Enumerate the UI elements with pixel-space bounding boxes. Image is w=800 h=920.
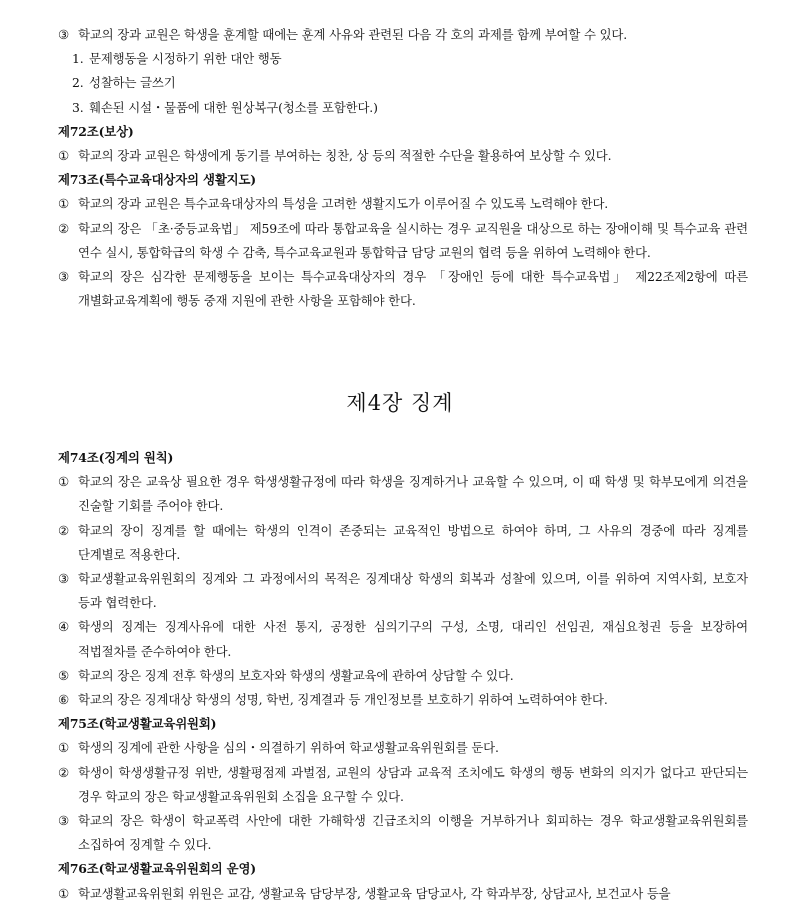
article-73-title: 제73조(특수교육대상자의 생활지도)	[58, 172, 257, 188]
article-76-title: 제76조(학교생활교육위원회의 운영)	[58, 861, 257, 877]
article-75-title: 제75조(학교생활교육위원회)	[58, 716, 217, 732]
section-chapter3-tail	[58, 23, 748, 313]
paragraph-6: ⑥ 학교의 장은 징계대상 학생의 성명, 학번, 징계결과 등 개인정보를 보호하기 위하여 노력하여야 한다.	[58, 692, 608, 708]
paragraph-2: ② 학교의 장은 「초·중등교육법」 제59조에 따라 통합교육을 실시하는 경우 교직원을 대상으로 하는 장애이해 및 특수교육 관련 연수 실시, 통합학급의 학생 수 감축, 특수교육교원과 통합학급 담당 교원의 협력 등을 위하여 노력해야 한다.	[58, 220, 748, 260]
section-chapter4	[58, 446, 748, 906]
paragraph-2: ② 학생이 학생생활규정 위반, 생활평점제 과벌점, 교원의 상담과 교육적 조치에도 학생의 행동 변화의 의지가 없다고 판단되는 경우 학교의 장은 학교생활교육위원회 소집을 요구할 수 있다.	[58, 764, 748, 804]
paragraph-1: ① 학교생활교육위원회 위원은 교감, 생활교육 담당부장, 생활교육 담당교사, 각 학과부장, 상담교사, 보건교사 등을	[58, 885, 671, 901]
paragraph-2: ② 학교의 장이 징계를 할 때에는 학생의 인격이 존중되는 교육적인 방법으로 하여야 하며, 그 사유의 경중에 따라 징계를 단계별로 적용한다.	[58, 522, 748, 562]
paragraph-4: ④ 학생의 징계는 징계사유에 대한 사전 통지, 공정한 심의기구의 구성, 소명, 대리인 선임권, 재심요청권 등을 보장하여 적법절차를 준수하여야 한다.	[58, 619, 748, 659]
paragraph-1: ① 학생의 징계에 관한 사항을 심의・의결하기 위하여 학교생활교육위원회를 둔다.	[58, 740, 499, 756]
paragraph-1: ① 학교의 장과 교원은 특수교육대상자의 특성을 고려한 생활지도가 이루어질 수 있도록 노력해야 한다.	[58, 196, 609, 212]
paragraph-3: ③ 학교의 장은 심각한 문제행동을 보이는 특수교육대상자의 경우 「장애인 등에 대한 특수교육법」 제22조제2항에 따른 개별화교육계획에 행동 중재 지원에 관한 사항을 포함해야 한다.	[58, 269, 748, 309]
article-74-title: 제74조(징계의 원칙)	[58, 450, 174, 465]
article-72-title: 제72조(보상)	[58, 123, 134, 139]
list-item: 2. 성찰하는 글쓰기	[72, 75, 176, 91]
paragraph-3: ③ 학교의 장은 학생이 학교폭력 사안에 대한 가해학생 긴급조치의 이행을 거부하거나 회피하는 경우 학교생활교육위원회를 소집하여 징계할 수 있다.	[58, 813, 748, 853]
paragraph-1: ① 학교의 장은 교육상 필요한 경우 학생생활규정에 따라 학생을 징계하거나 교육할 수 있으며, 이 때 학생 및 학부모에게 의견을 진술할 기회를 주어야 한다.	[58, 474, 748, 514]
chapter-title: 제4장 징계	[346, 391, 454, 415]
paragraph-text: 학교의 장과 교원은 학생을 훈계할 때에는 훈계 사유와 관련된 다음 각 호의 과제를 함께 부여할 수 있다.	[78, 27, 627, 42]
list-item: 1. 문제행동을 시정하기 위한 대안 행동	[72, 51, 282, 67]
paragraph-1: ① 학교의 장과 교원은 학생에게 동기를 부여하는 칭찬, 상 등의 적절한 수단을 활용하여 보상할 수 있다.	[58, 148, 612, 164]
paragraph-5: ⑤ 학교의 장은 징계 전후 학생의 보호자와 학생의 생활교육에 관하여 상담할 수 있다.	[58, 667, 514, 683]
paragraph-number: ③	[58, 27, 69, 42]
paragraph-3	[58, 23, 748, 47]
list-item: 3. 훼손된 시설・물품에 대한 원상복구(청소를 포함한다.)	[72, 99, 378, 115]
paragraph-3: ③ 학교생활교육위원회의 징계와 그 과정에서의 목적은 징계대상 학생의 회복과 성찰에 있으며, 이를 위하여 지역사회, 보호자 등과 협력한다.	[58, 571, 748, 611]
